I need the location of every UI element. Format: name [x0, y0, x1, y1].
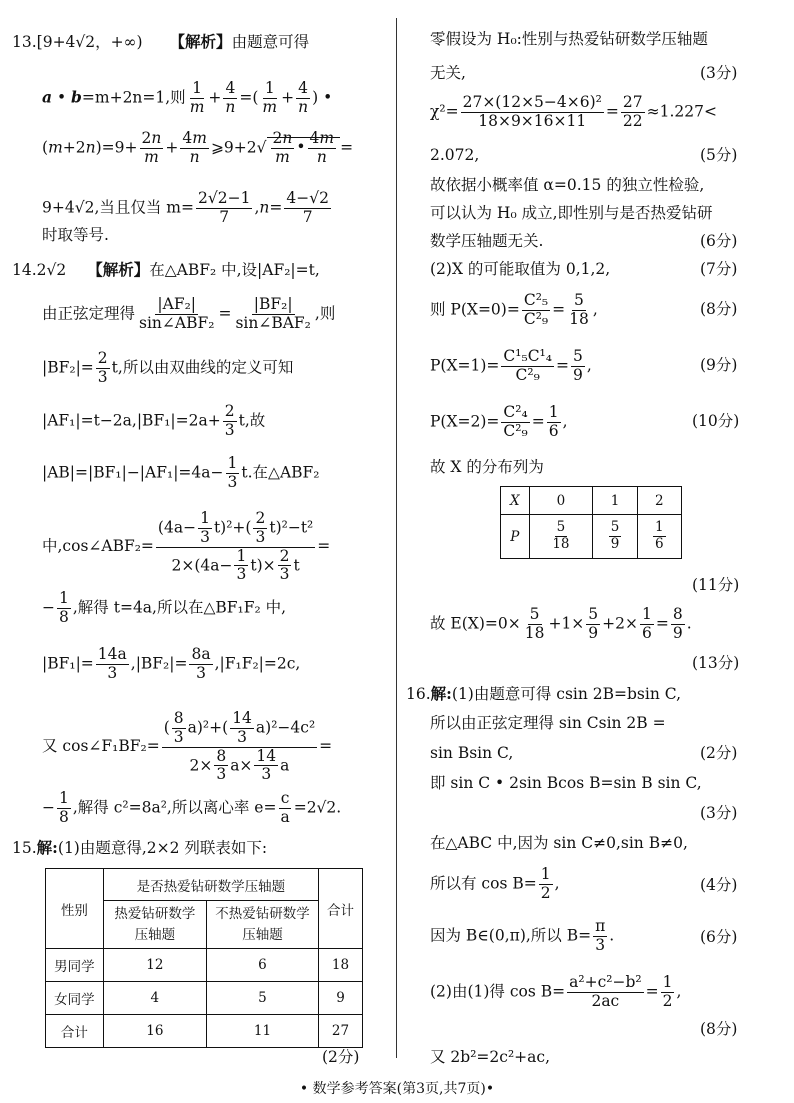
text: 中,cos∠ABF₂=	[42, 537, 154, 556]
text: =	[605, 102, 619, 121]
th-total: 合计	[319, 869, 363, 949]
num: a²+c²−b²	[569, 973, 642, 991]
q13-line4: 9+4√2,当且仅当 m= $\frac{2√2-1}{7}$ ,n= $\frac{4-√2}{7}$	[42, 189, 329, 226]
vec-b: b	[71, 87, 82, 107]
points: (2分)	[322, 1048, 360, 1066]
cell: 4	[103, 982, 206, 1015]
text: χ²=	[430, 102, 459, 121]
den: 18	[569, 309, 589, 328]
q14-line2: 由正弦定理得 $\frac{\text{|AF₂|}}{\text{sin∠ABF₂}}$ = $\frac{\text{|BF₂|}}{\text{sin∠BAF₂}}$ ,则	[42, 295, 336, 332]
text: t.在△ABF₂	[241, 463, 320, 482]
q14-line6: 中,cos∠ABF₂= (4a− $\frac{1}{3}$ t)²+( $\frac{2}{3}$ t)²−t² 2×(4a− $\frac{1}{3}$ t)× $\frac{2}{3}$ t =	[42, 509, 331, 584]
cell: 12	[103, 949, 206, 982]
den: 6	[642, 623, 652, 642]
text: =2√2.	[293, 798, 342, 817]
den: 6	[548, 421, 559, 440]
column-divider	[396, 18, 397, 1058]
r-line: 即 sin C • 2sin Bcos B=sin B sin C,	[430, 774, 702, 792]
text: 由正弦定理得	[42, 304, 136, 323]
den: 18×9×16×11	[478, 111, 587, 130]
q16-line1	[406, 686, 681, 703]
text: −	[42, 598, 55, 617]
num: 5	[574, 291, 584, 309]
cell: 合计	[46, 1015, 104, 1048]
points: (5分)	[700, 146, 738, 164]
points: (4分)	[700, 876, 738, 894]
distribution-table	[500, 486, 682, 559]
points: (11分)	[692, 576, 740, 594]
r-line: 在△ABC 中,因为 sin C≠0,sin B≠0,	[430, 834, 688, 852]
num: C²₄	[503, 403, 528, 421]
text: |AB|=|BF₁|−|AF₁|=4a−	[42, 463, 224, 482]
text: |AF₁|=t−2a,|BF₁|=2a+	[42, 411, 221, 430]
cell	[529, 515, 593, 559]
th-yes: 热爱钻研数学压轴题	[103, 901, 206, 949]
text: P(X=2)=	[430, 412, 500, 431]
num: 1	[662, 973, 673, 991]
ex-line	[430, 606, 692, 643]
analysis-tag: 【解析】	[87, 260, 150, 279]
den: 9	[672, 623, 683, 642]
num: 5	[529, 605, 540, 623]
den: 2	[540, 883, 551, 902]
cell: 11	[206, 1015, 318, 1048]
text: 9+4√2,当且仅当 m=	[42, 198, 194, 217]
cell: 1	[593, 487, 637, 515]
num: 5	[572, 347, 583, 365]
px2-line: P(X=2)= $\frac{\text{C²₄}}{\text{C²₉}}$ = $\frac{1}{6}$ ,	[430, 403, 568, 440]
points: (13分)	[692, 654, 740, 672]
vec-a: a	[42, 87, 53, 107]
den: C²₉	[523, 309, 549, 328]
q13-line2: a • b=m+2n=1,则 $\frac{1}{m}$ + $\frac{4}{n}$ =( $\frac{1}{m}$ + $\frac{4}{n}$ ) •	[42, 79, 333, 116]
den: 2	[662, 991, 673, 1010]
cell: P	[501, 515, 530, 559]
text: 则 P(X=0)=	[430, 300, 520, 319]
den: 9	[588, 623, 599, 642]
text: ≈1.227<	[646, 102, 717, 121]
px1-line: P(X=1)= $\frac{\text{C¹₅C¹₄}}{\text{C²₉}}$ = $\frac{5}{9}$ ,	[430, 347, 592, 384]
cell: 2	[637, 487, 681, 515]
num: 1	[642, 605, 652, 623]
text: ,则	[314, 304, 336, 323]
q16-b	[430, 918, 614, 955]
text: ,|F₁F₂|=2c,	[214, 654, 301, 673]
q16-cos	[430, 974, 681, 1011]
answer: 2√2	[36, 261, 67, 279]
table-row	[46, 1015, 363, 1048]
text: ,	[554, 874, 560, 893]
dot: •	[52, 88, 72, 107]
r-line: 2.072,	[430, 146, 480, 164]
num: 8	[672, 605, 683, 623]
num: 27	[622, 93, 643, 111]
q14-line5: |AB|=|BF₁|−|AF₁|=4a− $\frac{1}{3}$ t.在△ABF₂	[42, 454, 320, 491]
text: .	[609, 926, 615, 945]
cell: 18	[319, 949, 363, 982]
cell: 9	[319, 982, 363, 1015]
text: 故 E(X)=0×	[430, 614, 521, 633]
question-number: 14.	[12, 261, 37, 279]
q13-line5: 时取等号.	[42, 226, 109, 244]
den: C²₉	[515, 365, 540, 384]
q14-line7: − $\frac{1}{8}$ ,解得 t=4a,所以在△BF₁F₂ 中,	[42, 589, 287, 626]
r-line: 无关,	[430, 64, 466, 82]
den: 9	[572, 365, 583, 384]
num: 5	[556, 519, 566, 536]
text: ,|BF₂|=	[130, 654, 188, 673]
question-number: 13.	[12, 33, 37, 51]
text: ,解得 t=4a,所以在△BF₁F₂ 中,	[72, 598, 287, 617]
question-number: 15.	[12, 839, 37, 857]
q14-line9: 又 cos∠F₁BF₂= ( $\frac{8}{3}$ a)²+( $\frac{14}{3}$ a)²−4c² 2× $\frac{8}{3}$ a× $\frac{14}{3}$ a =	[42, 709, 333, 784]
contingency-table	[45, 868, 363, 1048]
text: (2)由(1)得 cos B=	[430, 982, 566, 1001]
text: +2×	[602, 614, 639, 633]
r-line: 可以认为 H₀ 成立,即性别与是否热爱钻研	[430, 204, 713, 222]
q14-line1	[12, 262, 320, 279]
text: 由题意可得	[231, 33, 310, 51]
text: −	[42, 798, 55, 817]
r-line: 故 X 的分布列为	[430, 458, 544, 476]
text: (1)由题意可得 csin 2B=bsin C,	[451, 685, 681, 703]
points: (8分)	[700, 1020, 738, 1038]
q14-line8: |BF₁|= $\frac{14a}{3}$ ,|BF₂|= $\frac{8a}{3}$ ,|F₁F₂|=2c,	[42, 645, 301, 682]
table-row	[46, 982, 363, 1015]
r-line: sin Bsin C,	[430, 744, 514, 762]
r-line: 又 2b²=2c²+ac,	[430, 1048, 551, 1066]
analysis-tag: 【解析】	[169, 32, 232, 51]
cell: 16	[103, 1015, 206, 1048]
text: 因为 B∈(0,π),所以 B=	[430, 926, 592, 945]
num: π	[595, 917, 606, 935]
th-gender: 性别	[46, 869, 104, 949]
den: 3	[595, 935, 606, 954]
points: (6分)	[700, 928, 738, 946]
text: =m+2n=1,则	[81, 88, 186, 107]
num: 1	[655, 519, 664, 536]
cell: 27	[319, 1015, 363, 1048]
text: |BF₁|=	[42, 654, 94, 673]
cell: 6	[206, 949, 318, 982]
text: =	[655, 614, 669, 633]
points: (10分)	[692, 412, 740, 430]
cell	[593, 515, 637, 559]
points: (7分)	[700, 260, 738, 278]
points: (8分)	[700, 300, 738, 318]
num: C¹₅C¹₄	[503, 347, 552, 365]
px0-line: 则 P(X=0)= $\frac{\text{C²₅}}{\text{C²₉}}$ = $\frac{5}{18}$ ,	[430, 291, 598, 328]
num: C²₅	[523, 291, 549, 309]
den: 2ac	[591, 991, 620, 1010]
text: t,所以由双曲线的定义可知	[111, 358, 294, 377]
text: +1×	[548, 614, 585, 633]
num: 5	[610, 519, 620, 536]
q14-line3: |BF₂|= $\frac{2}{3}$ t,所以由双曲线的定义可知	[42, 349, 294, 386]
text: P(X=1)=	[430, 356, 500, 375]
q16-cosb	[430, 866, 560, 903]
answer: [9+4√2，+∞)	[36, 33, 143, 51]
points: (2分)	[700, 744, 738, 762]
den: 18	[552, 536, 570, 552]
chi-square	[430, 94, 717, 131]
th-group: 是否热爱钻研数学压轴题	[103, 869, 318, 901]
text: .	[686, 614, 692, 633]
r-line: 所以由正弦定理得 sin Csin 2B =	[430, 714, 666, 732]
points: (3分)	[700, 804, 738, 822]
num: 1	[548, 403, 559, 421]
cell: X	[501, 487, 530, 515]
points: (9分)	[700, 356, 738, 374]
q14-line10: − $\frac{1}{8}$ ,解得 c²=8a²,所以离心率 e= $\frac{c}{a}$ =2√2.	[42, 789, 342, 826]
page-footer: • 数学参考答案(第3页,共7页)•	[299, 1081, 495, 1097]
solution-tag: 解:	[36, 838, 58, 857]
r-line: 故依据小概率值 α=0.15 的独立性检验,	[430, 176, 705, 194]
th-no: 不热爱钻研数学压轴题	[206, 901, 318, 949]
cell: 男同学	[46, 949, 104, 982]
den: 18	[524, 623, 545, 642]
text: t,故	[238, 411, 266, 430]
cell	[637, 515, 681, 559]
den: 9	[610, 536, 620, 552]
points: (3分)	[700, 64, 738, 82]
text: =	[645, 982, 659, 1001]
den: 6	[655, 536, 664, 552]
question-number: 16.	[406, 685, 431, 703]
text: 又 cos∠F₁BF₂=	[42, 737, 160, 756]
points: (6分)	[700, 232, 738, 250]
num: 1	[540, 865, 551, 883]
q13-line3: (m+2n)=9+ $\frac{2n}{m}$ + $\frac{4m}{n}$ ⩾9+2√ $\frac{2n}{m}$ • $\frac{4m}{n}$ =	[42, 129, 354, 166]
q15-line1	[12, 840, 267, 857]
r-line: 数学压轴题无关.	[430, 232, 544, 250]
r-line: (2)X 的可能取值为 0,1,2,	[430, 260, 611, 278]
cell: 0	[529, 487, 593, 515]
text: 所以有 cos B=	[430, 874, 537, 893]
text: ,	[676, 982, 682, 1001]
text: (1)由题意得,2×2 列联表如下:	[57, 839, 268, 857]
r-line: 零假设为 H₀:性别与热爱钻研数学压轴题	[430, 30, 708, 48]
cell: 5	[206, 982, 318, 1015]
cell: 女同学	[46, 982, 104, 1015]
num: 27×(12×5−4×6)²	[462, 93, 602, 111]
den: 22	[622, 111, 643, 130]
table-row	[46, 949, 363, 982]
num: 5	[588, 605, 599, 623]
text: ,解得 c²=8a²,所以离心率 e=	[72, 798, 277, 817]
q13-line1	[12, 34, 309, 51]
text: 在△ABF₂ 中,设|AF₂|=t,	[149, 261, 320, 279]
den: C²₉	[503, 421, 528, 440]
solution-tag: 解:	[430, 684, 452, 703]
q14-line4: |AF₁|=t−2a,|BF₁|=2a+ $\frac{2}{3}$ t,故	[42, 402, 266, 439]
